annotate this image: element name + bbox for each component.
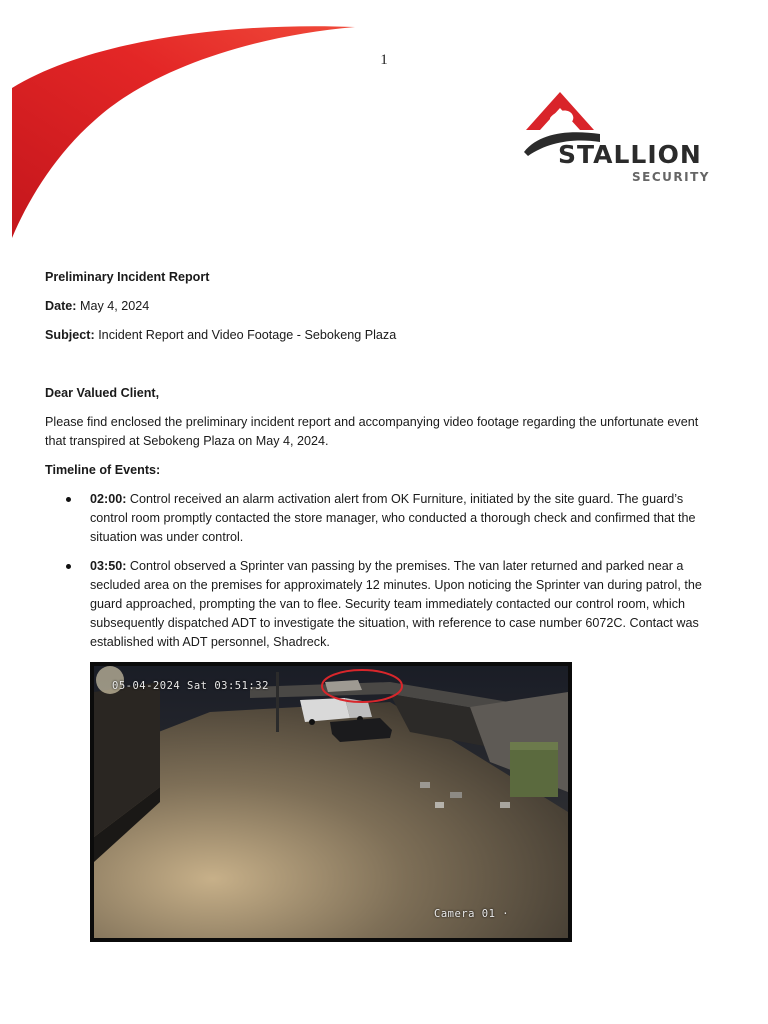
- date-value: May 4, 2024: [80, 299, 150, 313]
- event-line: established with ADT personnel, Shadreck.: [90, 635, 330, 649]
- event-line: Control observed a Sprinter van passing by the premises. The van later returned and parked near a: [129, 559, 684, 573]
- subject-value: Incident Report and Video Footage - Sebokeng Plaza: [98, 328, 397, 342]
- cctv-timestamp: 05-04-2024 Sat 03:51:32: [112, 680, 269, 692]
- page-number: 1: [380, 52, 388, 68]
- intro-paragraph: [45, 413, 715, 451]
- event-time: 03:50:: [90, 559, 127, 573]
- brand-tagline: SECURITY: [632, 170, 710, 184]
- timeline-list: [45, 490, 715, 652]
- salutation: Dear Valued Client,: [45, 386, 160, 400]
- report-date: [45, 297, 715, 316]
- event-line: guard approached, prompting the van to flee. Security team immediately contacted our control room, which: [90, 597, 686, 611]
- timeline-event: [45, 557, 715, 652]
- event-line: subsequently dispatched ADT to investigate the situation, with reference to case number 6072C. Contact was: [90, 616, 699, 630]
- event-line: Control received an alarm activation alert from OK Furniture, initiated by the site guard. The guard’s: [129, 492, 684, 506]
- cctv-camera-label: Camera 01 ·: [434, 908, 510, 920]
- cctv-footage-still: [90, 662, 572, 942]
- cctv-scene: [90, 662, 572, 942]
- event-line: secluded area on the premises for approximately 12 minutes. Upon noticing the Sprinter van during patrol, the: [90, 578, 702, 592]
- date-label: Date:: [45, 299, 77, 313]
- report-title: Preliminary Incident Report: [45, 270, 210, 284]
- intro-line: Please find enclosed the preliminary incident report and accompanying video footage regarding the unfortunate event: [45, 415, 699, 429]
- subject-label: Subject:: [45, 328, 95, 342]
- intro-line: that transpired at Sebokeng Plaza on May 4, 2024.: [45, 434, 329, 448]
- brand-name: STALLION: [558, 140, 702, 169]
- event-time: 02:00:: [90, 492, 127, 506]
- report-body: [45, 268, 715, 662]
- timeline-event: [45, 490, 715, 547]
- header-swoosh: [0, 0, 380, 250]
- report-subject: [45, 326, 715, 345]
- event-line: control room promptly contacted the store manager, who conducted a thorough check and confirmed that the: [90, 511, 696, 525]
- timeline-heading: Timeline of Events:: [45, 463, 161, 477]
- event-line: situation was under control.: [90, 530, 244, 544]
